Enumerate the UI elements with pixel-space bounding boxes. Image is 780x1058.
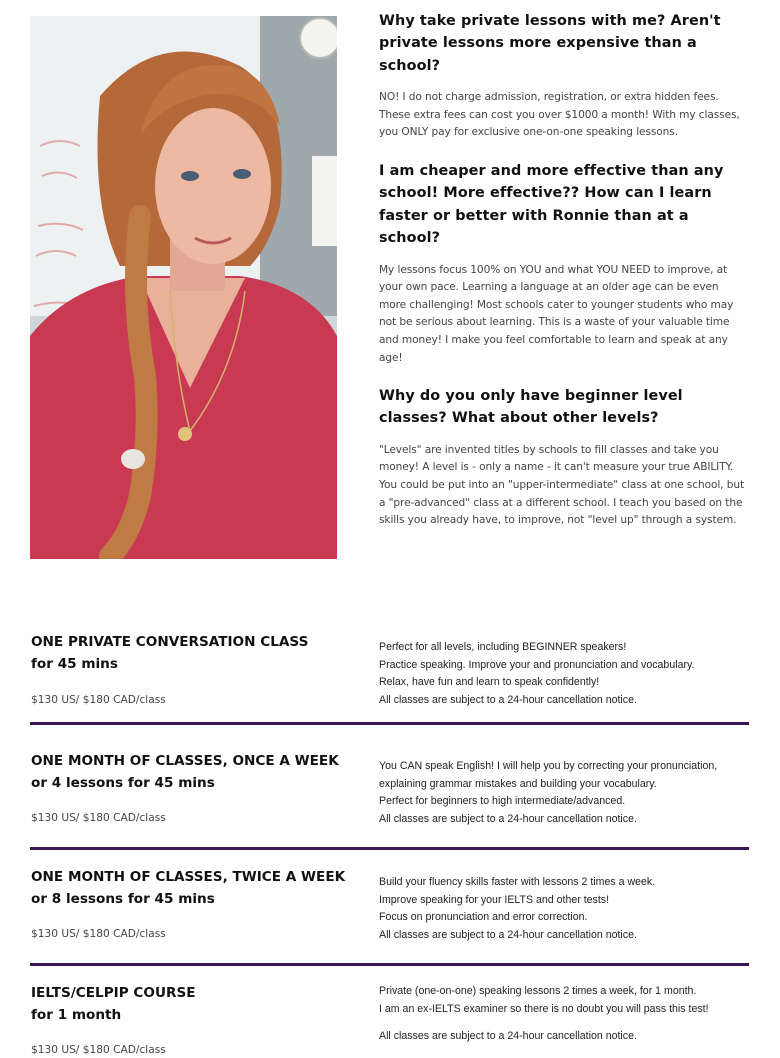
faq-item <box>379 160 747 367</box>
pricing-row <box>30 750 749 840</box>
pricing-line: All classes are subject to a 24-hour cancellation notice. <box>379 928 637 941</box>
pricing-line: Focus on pronunciation and error correction. <box>379 911 588 924</box>
faq-question: I am cheaper and more effective than any school! More effective?? How can I learn faster or better with Ronnie than at a school? <box>379 163 724 247</box>
pricing-row <box>30 631 749 721</box>
faq-answer: NO! I do not charge admission, registration, or extra hidden fees. These extra fees can cost you over $1000 a month! With my classes, you ONLY pay for exclusive one-on-one speaking lessons. <box>379 91 740 139</box>
pricing-row <box>30 866 749 956</box>
pricing-line: All classes are subject to a 24-hour cancellation notice. <box>379 1030 637 1043</box>
teacher-portrait-illustration <box>30 16 337 559</box>
pricing-title-line: ONE MONTH OF CLASSES, TWICE A WEEK <box>31 869 346 885</box>
pricing-title-line: for 45 mins <box>31 656 118 673</box>
pricing-title-line: ONE MONTH OF CLASSES, ONCE A WEEK <box>31 753 339 769</box>
pricing-line: All classes are subject to a 24-hour cancellation notice. <box>379 693 637 706</box>
pricing-line-spacer <box>379 1018 749 1028</box>
pricing-line: Relax, have fun and learn to speak confidently! <box>379 676 600 689</box>
pricing-title-line: or 4 lessons for 45 mins <box>31 775 215 792</box>
pricing-price: $130 US/ $180 CAD/class <box>31 1044 166 1056</box>
section-divider <box>30 847 749 850</box>
pricing-price: $130 US/ $180 CAD/class <box>31 812 166 824</box>
teacher-photo <box>30 16 337 559</box>
pricing-title-line: ONE PRIVATE CONVERSATION CLASS <box>31 634 309 650</box>
pricing-line: You CAN speak English! I will help you by correcting your pronunciation, <box>379 760 718 772</box>
faq-item <box>379 385 747 530</box>
pricing-line: Perfect for all levels, including BEGINNER speakers! <box>379 641 627 653</box>
pricing-price: $130 US/ $180 CAD/class <box>31 928 166 940</box>
pricing-title-line: or 8 lessons for 45 mins <box>31 891 215 908</box>
faq-answer: My lessons focus 100% on YOU and what YOU NEED to improve, at your own pace. Learning a language at an older age can be even more challenging! Most schools cater to younger students who may not be serious about learning. This is a waste of your valuable time and money! I make you feel comfortable to learn and speak at any age! <box>379 263 734 364</box>
pricing-price: $130 US/ $180 CAD/class <box>31 694 166 706</box>
pricing-description <box>379 874 749 944</box>
pricing-line: explaining grammar mistakes and building your vocabulary. <box>379 777 657 790</box>
pricing-line: Practice speaking. Improve your and pronunciation and vocabulary. <box>379 658 695 671</box>
section-divider <box>30 722 749 725</box>
pricing-title <box>31 866 361 911</box>
pricing-line: Improve speaking for your IELTS and other tests! <box>379 893 610 906</box>
pricing-description <box>379 758 749 828</box>
pricing-title <box>31 982 361 1027</box>
pricing-title <box>31 631 361 676</box>
pricing-description <box>379 639 749 709</box>
pricing-title-line: IELTS/CELPIP COURSE <box>31 985 196 1001</box>
pricing-line: Perfect for beginners to high intermediate/advanced. <box>379 795 626 808</box>
pricing-line: I am an ex-IELTS examiner so there is no doubt you will pass this test! <box>379 1002 709 1015</box>
pricing-title <box>31 750 361 795</box>
pricing-line: Private (one-on-one) speaking lessons 2 times a week, for 1 month. <box>379 985 697 997</box>
section-divider <box>30 963 749 966</box>
faq-item <box>379 10 747 142</box>
faq-question: Why take private lessons with me? Aren't private lessons more expensive than a school? <box>379 13 721 74</box>
pricing-description <box>379 983 749 1046</box>
pricing-row <box>30 982 749 1058</box>
pricing-title-line: for 1 month <box>31 1007 122 1024</box>
faq-question: Why do you only have beginner level classes? What about other levels? <box>379 388 683 427</box>
pricing-line: All classes are subject to a 24-hour cancellation notice. <box>379 812 637 825</box>
faq-answer: "Levels" are invented titles by schools to fill classes and take you money! A level is - only a name - it can't measure your true ABILITY. You could be put into an "upper-intermediate" class at one school, but a "pre-advanced" class at a different school. I teach you based on the skills you already have, to improve, not "level up" through a system. <box>379 443 744 527</box>
pricing-line: Build your fluency skills faster with lessons 2 times a week. <box>379 876 656 888</box>
